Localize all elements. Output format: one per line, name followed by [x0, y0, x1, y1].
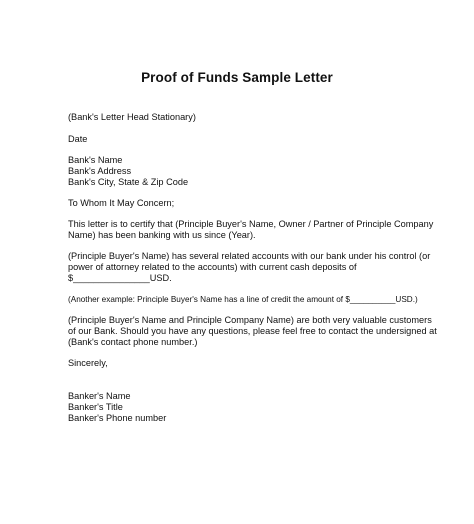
document-title: Proof of Funds Sample Letter: [141, 70, 333, 85]
bank-address-line: Bank's Address: [68, 166, 132, 176]
paragraph4-line3: (Bank's contact phone number.): [68, 337, 198, 347]
paragraph2-line1: (Principle Buyer's Name) has several related accounts with our bank under his control (or: [68, 251, 431, 261]
paragraph4-line1: (Principle Buyer's Name and Principle Company Name) are both very valuable customers: [68, 315, 432, 325]
letterhead-line: (Bank's Letter Head Stationary): [68, 112, 196, 122]
signature-phone-line: Banker's Phone number: [68, 413, 167, 423]
bank-city-line: Bank's City, State & Zip Code: [68, 177, 189, 187]
salutation-line: To Whom It May Concern;: [68, 198, 175, 208]
paragraph2-line3: $_______________USD.: [68, 273, 172, 283]
paragraph2-line2: power of attorney related to the accounts) with current cash deposits of: [68, 262, 357, 272]
date-line: Date: [68, 134, 88, 144]
signature-title-line: Banker's Title: [68, 402, 123, 412]
closing-line: Sincerely,: [68, 358, 108, 368]
paragraph1-line2: Name) has been banking with us since (Year).: [68, 230, 256, 240]
bank-name-line: Bank's Name: [68, 155, 123, 165]
paragraph1-line1: This letter is to certify that (Principle Buyer's Name, Owner / Partner of Principle Company: [68, 219, 434, 229]
signature-name-line: Banker's Name: [68, 391, 131, 401]
paragraph4-line2: of our Bank. Should you have any questions, please feel free to contact the undersigned at: [68, 326, 437, 336]
paragraph3-line: (Another example: Principle Buyer's Name has a line of credit the amount of $__________USD.): [68, 295, 418, 304]
